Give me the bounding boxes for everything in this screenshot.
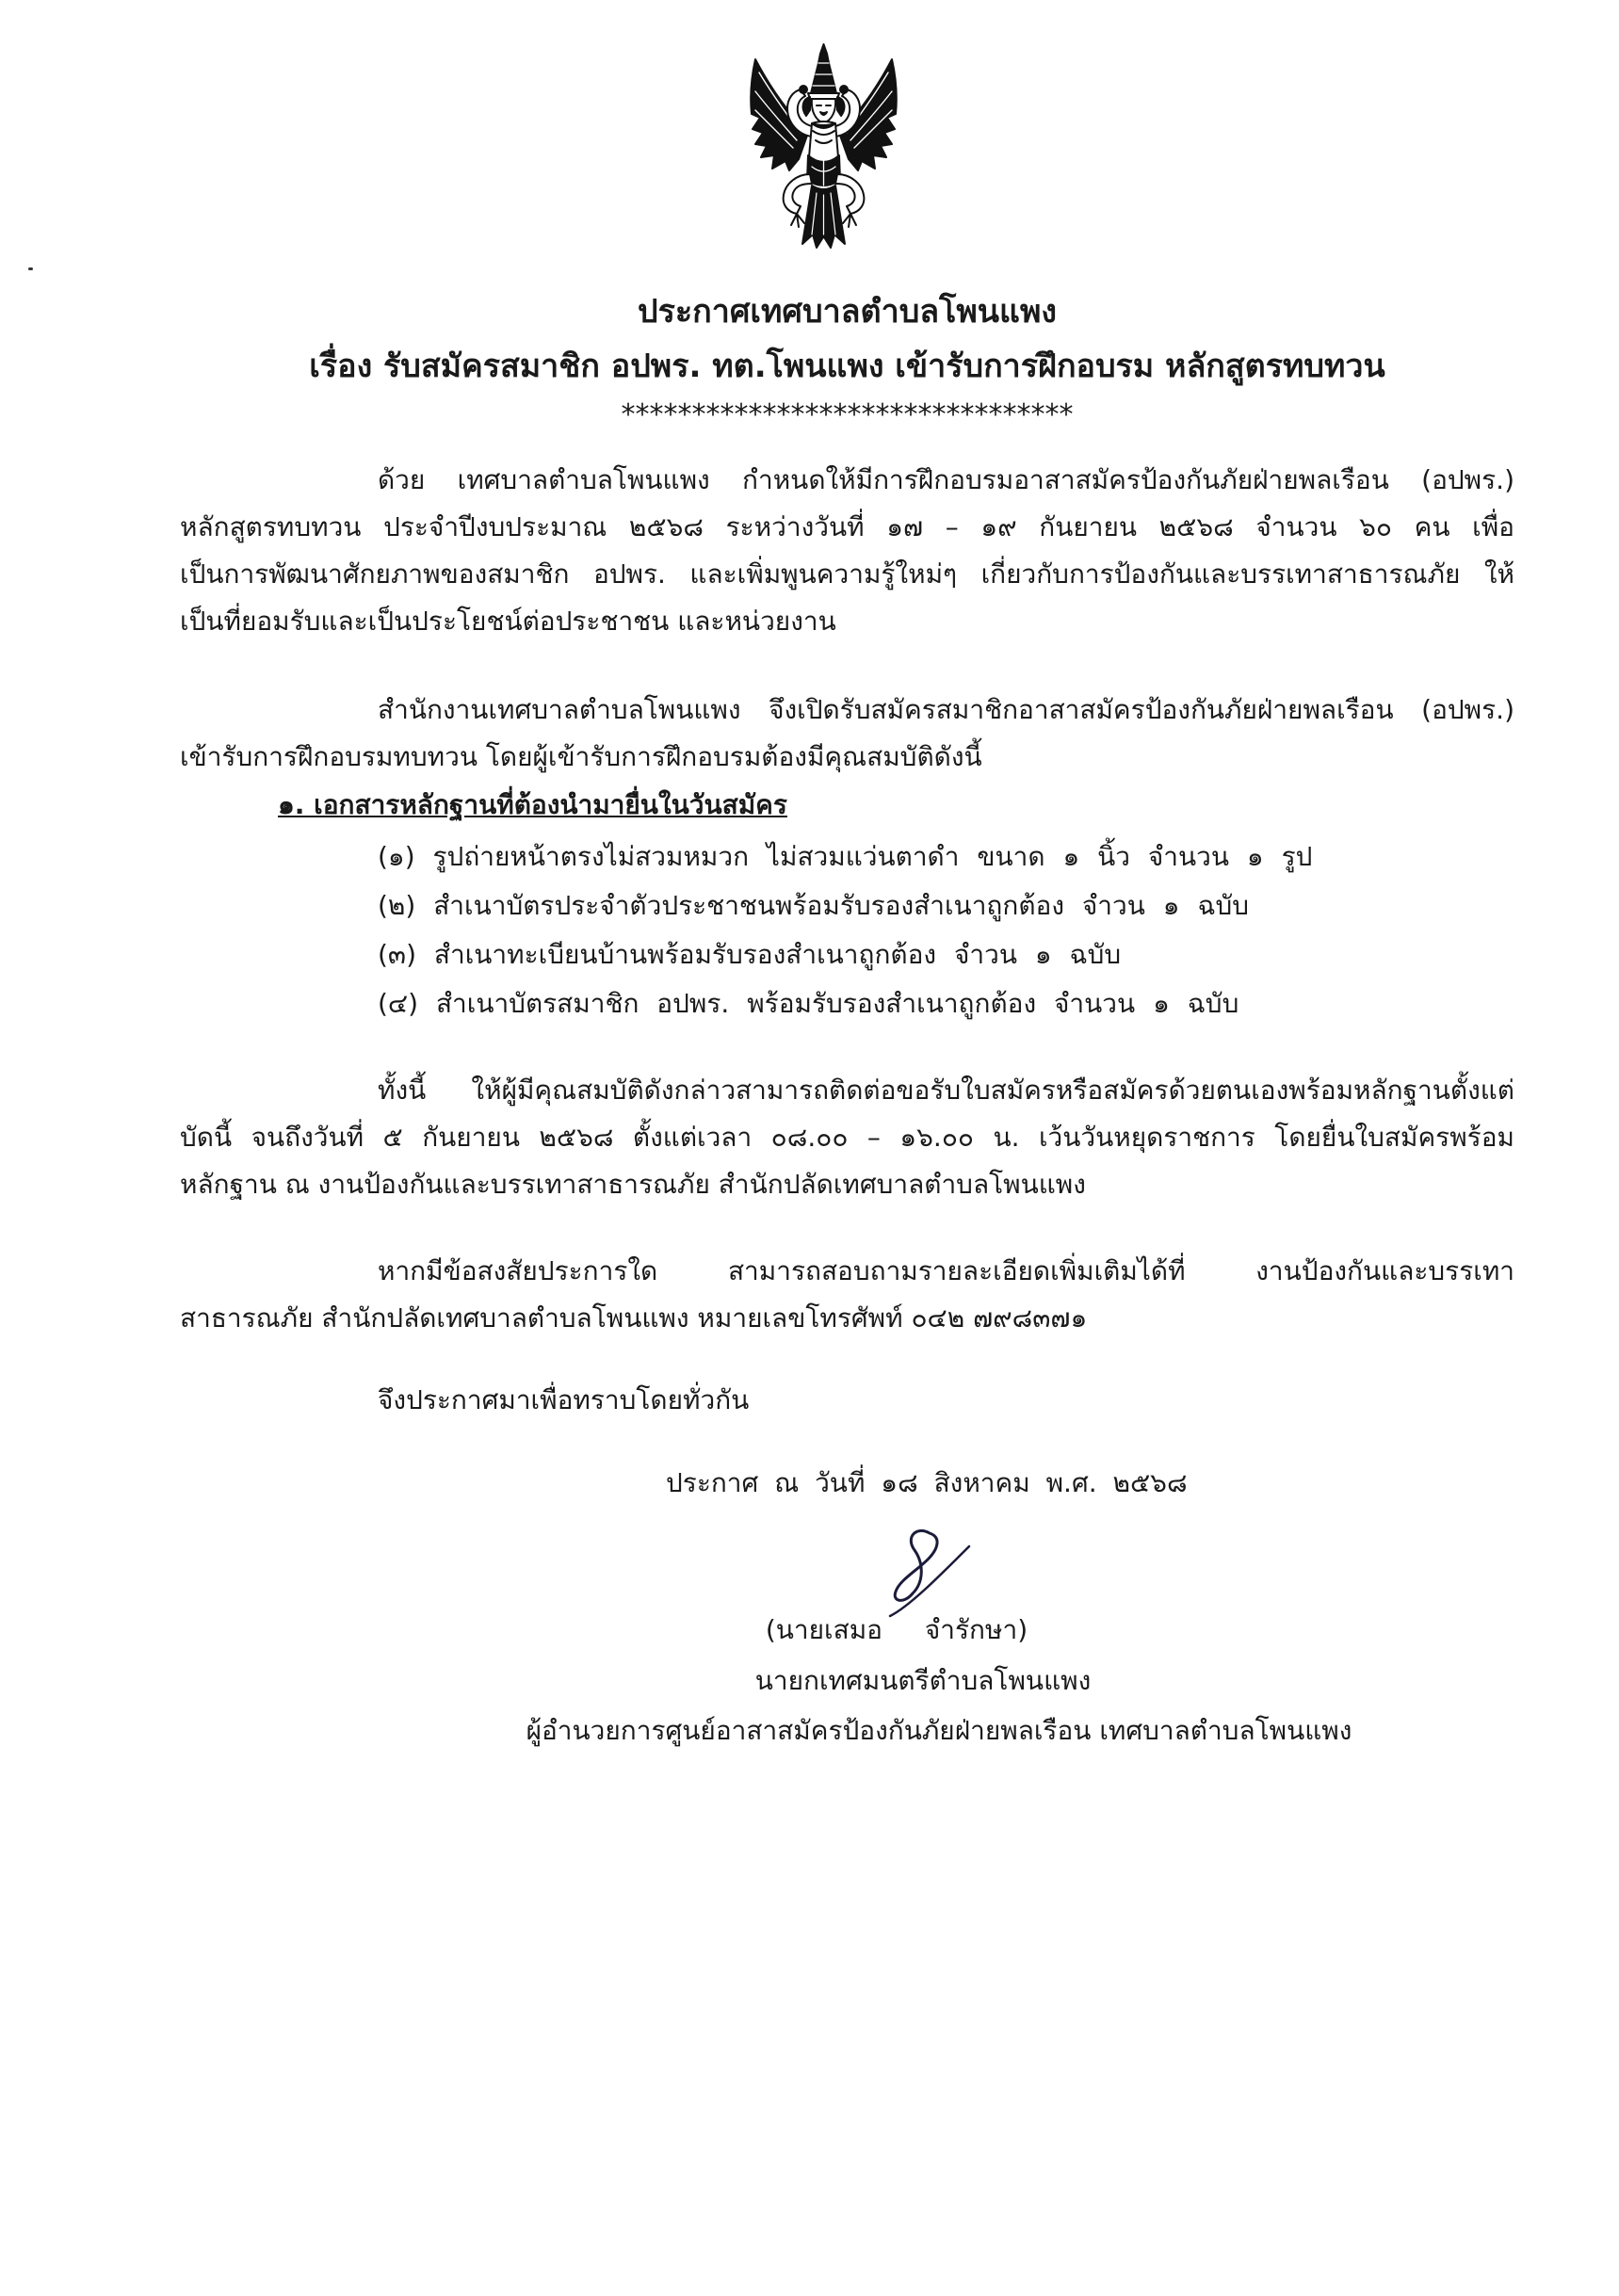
inquiry-paragraph — [180, 1248, 1514, 1342]
documents-heading-row — [180, 782, 1514, 829]
announcement-date: ประกาศ ณ วันที่ ๑๘ สิงหาคม พ.ศ. ๒๕๖๘ — [666, 1467, 1188, 1498]
purpose-line: เป็นการพัฒนาศักยภาพของสมาชิก อปพร. และเพิ่มพูนความรู้ใหม่ๆ เกี่ยวกับการป้องกันและบรรเทาสาธารณภัย ให้ — [180, 558, 1514, 590]
signatory-role: ผู้อำนวยการศูนย์อาสาสมัครป้องกันภัยฝ่ายพลเรือน เทศบาลตำบลโพนแพง — [526, 1715, 1352, 1746]
garuda-emblem-icon — [746, 42, 901, 250]
inquiry-line: หากมีข้อสงสัยประการใด สามารถสอบถามรายละเอียดเพิ่มเติมได้ที่ งานป้องกันและบรรเทา — [378, 1255, 1514, 1286]
purpose-line: เป็นที่ยอมรับและเป็นประโยชน์ต่อประชาชน และหน่วยงาน — [180, 606, 836, 637]
documents-heading: ๑. เอกสารหลักฐานที่ต้องนำมายื่นในวันสมัคร — [278, 789, 787, 820]
announcement-title: ประกาศเทศบาลตำบลโพนแพง — [638, 293, 1057, 331]
scan-speck — [28, 267, 33, 270]
signatory-name: (นายเสมอ จำรักษา) — [765, 1614, 1028, 1645]
application-paragraph — [180, 1067, 1514, 1208]
opening-line: สำนักงานเทศบาลตำบลโพนแพง จึงเปิดรับสมัครสมาชิกอาสาสมัครป้องกันภัยฝ่ายพลเรือน (อปพร.) — [378, 694, 1514, 725]
document-item: (๑) รูปถ่ายหน้าตรงไม่สวมหมวก ไม่สวมแว่นตาดำ ขนาด ๑ นิ้ว จำนวน ๑ รูป — [378, 841, 1313, 872]
documents-list — [180, 833, 1514, 1028]
document-item: (๔) สำเนาบัตรสมาชิก อปพร. พร้อมรับรองสำเนาถูกต้อง จำนวน ๑ ฉบับ — [378, 988, 1239, 1019]
purpose-line: ด้วย เทศบาลตำบลโพนแพง กำหนดให้มีการฝึกอบรมอาสาสมัครป้องกันภัยฝ่ายพลเรือน (อปพร.) — [378, 464, 1514, 495]
signature-block — [180, 1607, 1514, 1754]
opening-paragraph — [180, 687, 1514, 781]
application-line: บัดนี้ จนถึงวันที่ ๕ กันยายน ๒๕๖๘ ตั้งแต่เวลา ๐๘.๐๐ – ๑๖.๐๐ น. เว้นวันหยุดราชการ โดยยื่นใบสมัครพร้อม — [180, 1122, 1514, 1153]
handwritten-signature — [871, 1526, 975, 1625]
closing-line: จึงประกาศมาเพื่อทราบโดยทั่วกัน — [378, 1384, 750, 1415]
purpose-paragraph — [180, 457, 1514, 645]
document-item: (๓) สำเนาทะเบียนบ้านพร้อมรับรองสำเนาถูกต้อง จำวน ๑ ฉบับ — [378, 939, 1122, 970]
asterisk-separator: ******************************** — [621, 398, 1074, 431]
document-item: (๒) สำเนาบัตรประจำตัวประชาชนพร้อมรับรองสำเนาถูกต้อง จำวน ๑ ฉบับ — [378, 890, 1250, 921]
document-body — [180, 0, 1514, 1754]
inquiry-line: สาธารณภัย สำนักปลัดเทศบาลตำบลโพนแพง หมายเลขโทรศัพท์ ๐๔๒ ๗๙๘๓๗๑ — [180, 1302, 1088, 1334]
signatory-position: นายกเทศมนตรีตำบลโพนแพง — [754, 1665, 1092, 1696]
purpose-line: หลักสูตรทบทวน ประจำปีงบประมาณ ๒๕๖๘ ระหว่างวันที่ ๑๗ – ๑๙ กันยายน ๒๕๖๘ จำนวน ๖๐ คน เพื่อ — [180, 511, 1514, 542]
closing-paragraph — [180, 1377, 1514, 1424]
announcement-subject: เรื่อง รับสมัครสมาชิก อปพร. ทต.โพนแพง เข้ารับการฝึกอบรม หลักสูตรทบทวน — [309, 348, 1385, 385]
opening-line: เข้ารับการฝึกอบรมทบทวน โดยผู้เข้ารับการฝึกอบรมต้องมีคุณสมบัติดังนี้ — [180, 741, 982, 772]
application-line: ทั้งนี้ ให้ผู้มีคุณสมบัติดังกล่าวสามารถติดต่อขอรับใบสมัครหรือสมัครด้วยตนเองพร้อมหลักฐานตั้งแต่ — [378, 1075, 1514, 1106]
application-line: หลักฐาน ณ งานป้องกันและบรรเทาสาธารณภัย สำนักปลัดเทศบาลตำบลโพนแพง — [180, 1169, 1086, 1200]
